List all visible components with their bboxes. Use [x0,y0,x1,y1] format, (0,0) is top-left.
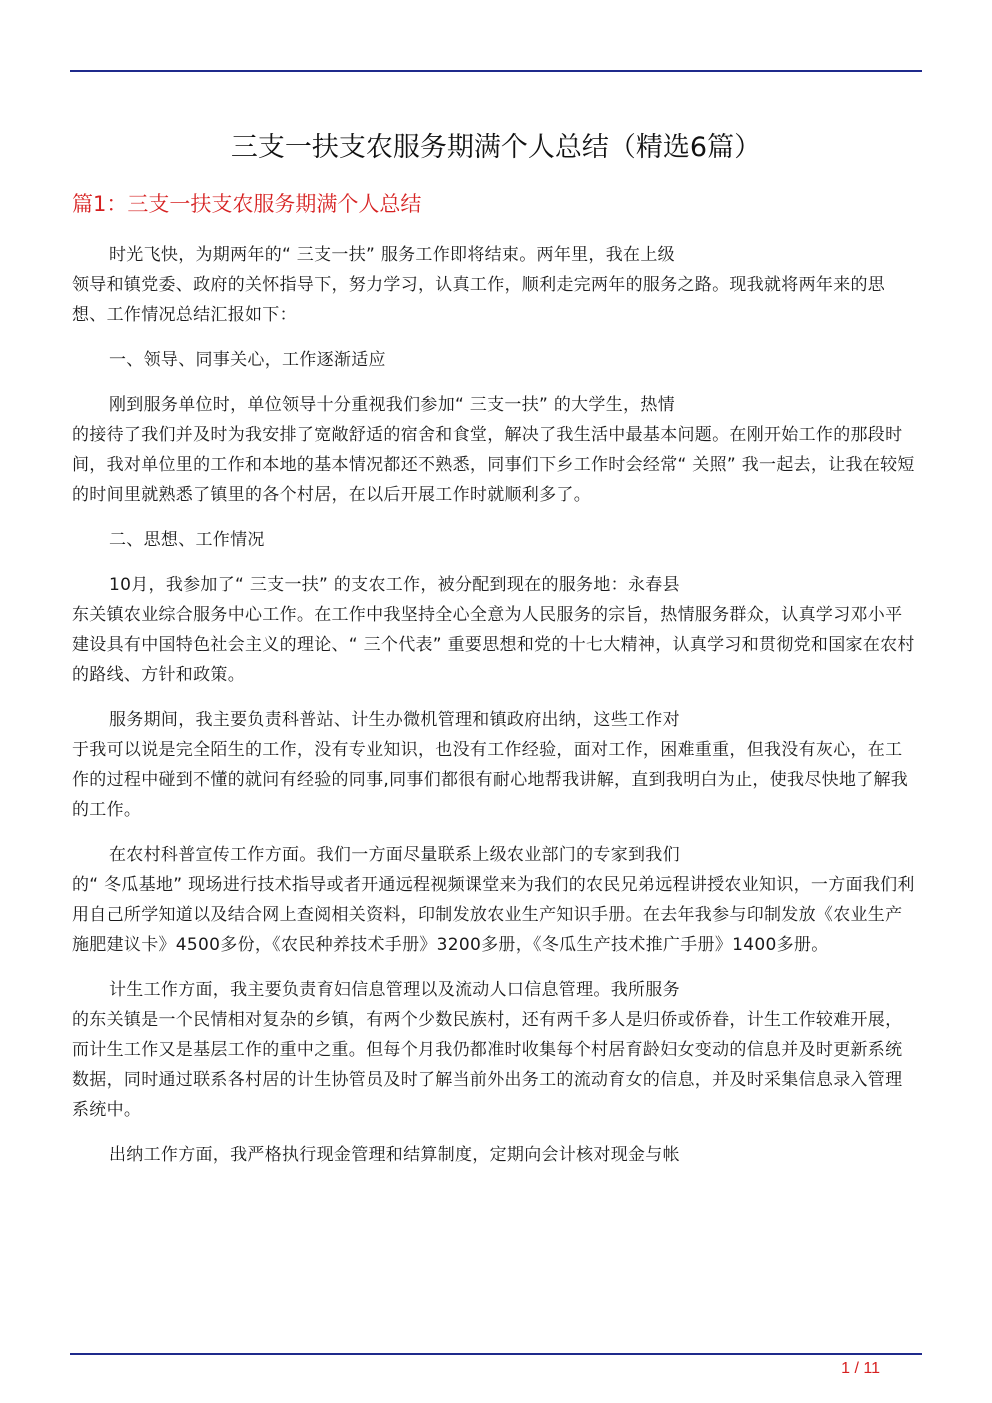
paragraph-first-line: 刚到服务单位时，单位领导十分重视我们参加“ 三支一扶” 的大学生，热情 [109,395,675,415]
paragraph-text: 东关镇农业综合服务中心工作。在工作中我坚持全心全意为人民服务的宗旨，热情服务群众，认真学习邓小平建设具有中国特色社会主义的理论、“ 三个代表” 重要思想和党的十七大精神，认真学习和贯彻党和国家在农村的路线、方针和政策。 [72,605,915,685]
paragraph [72,390,918,510]
paragraph [72,1140,918,1170]
paragraph [72,240,918,330]
paragraph-first-line: 服务期间，我主要负责科普站、计生办微机管理和镇政府出纳，这些工作对 [109,710,680,730]
paragraph [72,975,918,1125]
paragraph-text: 的接待了我们并及时为我安排了宽敞舒适的宿舍和食堂，解决了我生活中最基本问题。在刚开始工作的那段时间，我对单位里的工作和本地的基本情况都还不熟悉，同事们下乡工作时会经常“ 关照” 我一起去，让我在较短的时间里就熟悉了镇里的各个村居，在以后开展工作时就顺利多了。 [72,425,915,505]
paragraph [72,570,918,690]
paragraph-text: 的东关镇是一个民情相对复杂的乡镇，有两个少数民族村，还有两千多人是归侨或侨眷，计生工作较难开展，而计生工作又是基层工作的重中之重。但每个月我仍都准时收集每个村居育龄妇女变动的信息并及时更新系统数据，同时通过联系各村居的计生协管员及时了解当前外出务工的流动育女的信息，并及时采集信息录入管理系统中。 [72,1010,903,1120]
paragraph-first-line: 在农村科普宣传工作方面。我们一方面尽量联系上级农业部门的专家到我们 [109,845,680,865]
paragraph-first-line: 计生工作方面，我主要负责育妇信息管理以及流动人口信息管理。我所服务 [109,980,680,1000]
section-heading: 篇1：三支一扶支农服务期满个人总结 [72,192,422,216]
paragraph-text: 的“ 冬瓜基地” 现场进行技术指导或者开通远程视频课堂来为我们的农民兄弟远程讲授农业知识，一方面我们利用自己所学知道以及结合网上查阅相关资料，印制发放农业生产知识手册。在去年我参与印制发放《农业生产施肥建议卡》4500多份，《农民种养技术手册》3200多册，《冬瓜生产技术推广手册》1400多册。 [72,875,915,955]
paragraph-text: 领导和镇党委、政府的关怀指导下，努力学习，认真工作，顺利走完两年的服务之路。现我就将两年来的思想、工作情况总结汇报如下： [72,275,886,325]
page-number: 1 / 11 [841,1360,880,1377]
header-rule [70,70,922,72]
document-title: 三支一扶支农服务期满个人总结（精选6篇） [230,132,762,163]
subheading-text: 一、领导、同事关心，工作逐渐适应 [109,350,386,370]
document-body [72,240,918,1185]
paragraph-text: 于我可以说是完全陌生的工作，没有专业知识，也没有工作经验，面对工作，困难重重，但我没有灰心，在工作的过程中碰到不懂的就问有经验的同事,同事们都很有耐心地帮我讲解，直到我明白为止，使我尽快地了解我的工作。 [72,740,909,820]
paragraph [72,705,918,825]
subheading [72,345,918,375]
paragraph-first-line: 10月，我参加了“ 三支一扶” 的支农工作，被分配到现在的服务地：永春县 [109,575,680,595]
subheading-text: 二、思想、工作情况 [109,530,265,550]
footer-rule [70,1353,922,1355]
paragraph-first-line: 时光飞快，为期两年的“ 三支一扶” 服务工作即将结束。两年里，我在上级 [109,245,675,265]
subheading [72,525,918,555]
paragraph-first-line: 出纳工作方面，我严格执行现金管理和结算制度，定期向会计核对现金与帐 [109,1145,680,1165]
paragraph [72,840,918,960]
